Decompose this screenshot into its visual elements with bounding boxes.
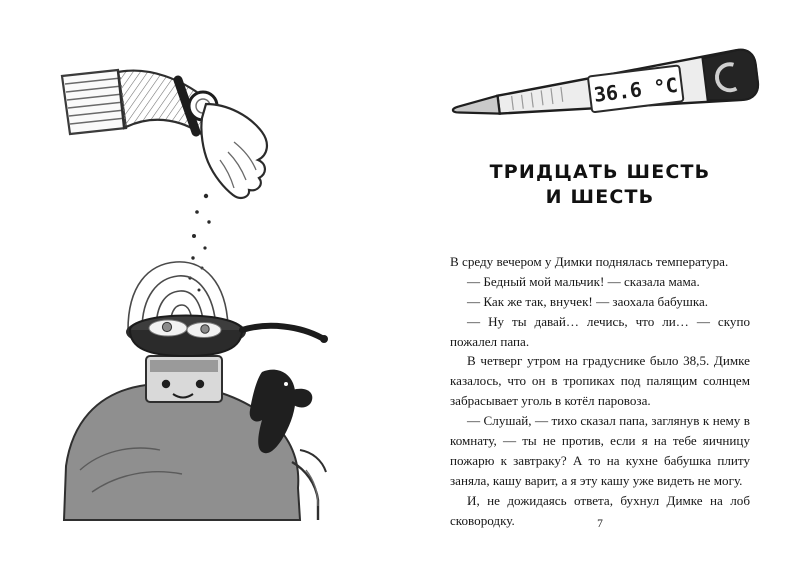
paragraph: В среду вечером у Димки поднялась температура. [450, 254, 729, 269]
thermometer-icon [440, 48, 780, 138]
falling-salt-grains-icon [188, 194, 210, 292]
hand-icon [201, 104, 267, 198]
chapter-title [448, 160, 752, 210]
paragraph: — Ну ты давай… лечись, что ли… — скупо пожалел папа. [450, 313, 750, 349]
chapter-title-line-1: ТРИДЦАТЬ ШЕСТЬ [489, 161, 711, 183]
paragraph: И, не дожидаясь ответа, бухнул Димке на лоб сковородку. [450, 492, 750, 528]
chapter-title-line-2: И ШЕСТЬ [545, 186, 655, 209]
paragraph: — Бедный мой мальчик! — сказала мама. [467, 273, 700, 289]
paragraph: — Как же так, внучек! — заохала бабушка. [467, 293, 709, 309]
right-page [400, 0, 800, 575]
paragraph: — Слушай, — тихо сказал папа, заглянув к нему в комнату, — ты не против, если я на тебе яичницу пожарю к завтраку? А то на кухне бабушка плиту заняла, кашу варит, а я эту кашу уже видеть не могу. [450, 413, 750, 488]
striped-sleeve-icon [62, 70, 126, 134]
body-text [450, 252, 750, 530]
paragraph: В четверг утром на градуснике было 38,5. Димке казалось, что он в тропиках под палящим солнцем забрасывает уголь в котёл паровоза. [450, 353, 750, 409]
frying-pan-icon [126, 315, 328, 356]
page-number: 7 [597, 518, 603, 530]
thermometer-reading: 36.6 °C [592, 72, 680, 107]
dog-icon [250, 370, 313, 454]
